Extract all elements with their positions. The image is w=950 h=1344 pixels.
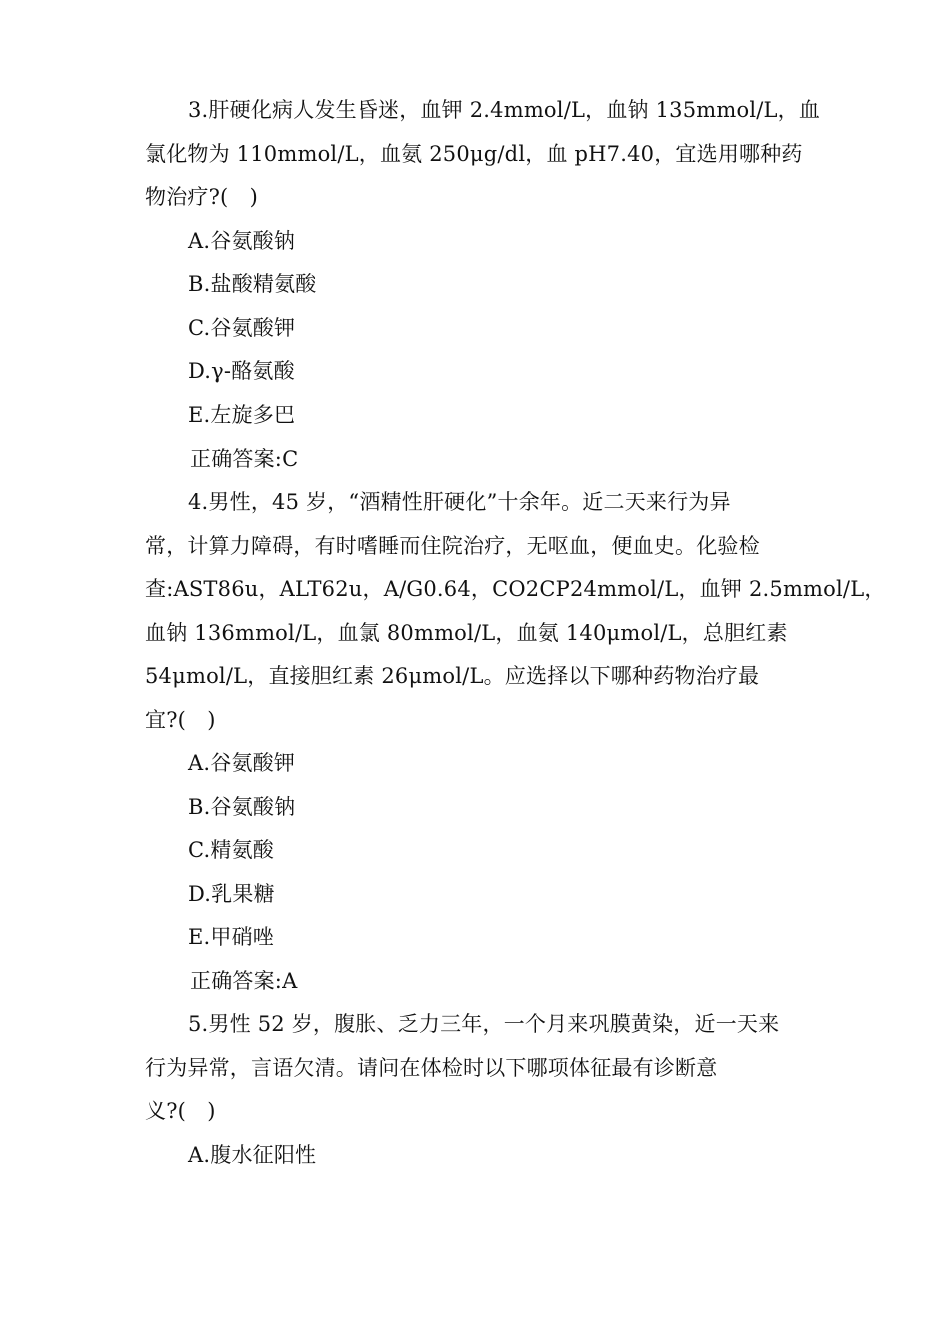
question-3-stem-line-1: 3.肝硬化病人发生昏迷，血钾 2.4mmol/L，血钠 135mmol/L，血 bbox=[188, 98, 821, 122]
question-5-stem-line-1: 5.男性 52 岁，腹胀、乏力三年，一个月来巩膜黄染，近一天来 bbox=[188, 1012, 780, 1036]
question-3-option-a: A.谷氨酸钠 bbox=[188, 229, 296, 253]
question-5-stem-line-3: 义?( ) bbox=[145, 1099, 216, 1123]
question-4-answer: 正确答案:A bbox=[190, 969, 298, 993]
question-3-stem-line-2: 氯化物为 110mmol/L，血氨 250μg/dl，血 pH7.40，宜选用哪种药 bbox=[145, 142, 803, 166]
question-3-option-d: D.γ-酪氨酸 bbox=[188, 359, 295, 383]
question-4-option-a: A.谷氨酸钾 bbox=[188, 751, 296, 775]
question-4-stem-line-4: 血钠 136mmol/L，血氯 80mmol/L，血氨 140μmol/L，总胆红素 bbox=[145, 621, 788, 645]
question-4-stem-line-6: 宜?( ) bbox=[145, 708, 216, 732]
question-3-option-b: B.盐酸精氨酸 bbox=[188, 272, 317, 296]
question-4-option-c: C.精氨酸 bbox=[188, 838, 274, 862]
question-4-stem-line-3: 查:AST86u，ALT62u，A/G0.64，CO2CP24mmol/L，血钾 2.5mmol/L， bbox=[145, 577, 886, 601]
question-3-option-e: E.左旋多巴 bbox=[188, 403, 296, 427]
question-4-stem-line-2: 常，计算力障碍，有时嗜睡而住院治疗，无呕血，便血史。化验检 bbox=[145, 534, 760, 558]
question-5-stem-line-2: 行为异常，言语欠清。请问在体检时以下哪项体征最有诊断意 bbox=[145, 1056, 718, 1080]
question-3-answer: 正确答案:C bbox=[190, 447, 299, 471]
question-4-stem-line-1: 4.男性，45 岁，“酒精性肝硬化”十余年。近二天来行为异 bbox=[188, 490, 731, 514]
question-4-option-d: D.乳果糖 bbox=[188, 882, 275, 906]
question-5-option-a: A.腹水征阳性 bbox=[188, 1143, 317, 1167]
question-4-option-e: E.甲硝唑 bbox=[188, 925, 275, 949]
question-3-option-c: C.谷氨酸钾 bbox=[188, 316, 296, 340]
question-4-option-b: B.谷氨酸钠 bbox=[188, 795, 296, 819]
question-4-stem-line-5: 54μmol/L，直接胆红素 26μmol/L。应选择以下哪种药物治疗最 bbox=[145, 664, 760, 688]
question-3-stem-line-3: 物治疗?( ) bbox=[145, 185, 259, 209]
